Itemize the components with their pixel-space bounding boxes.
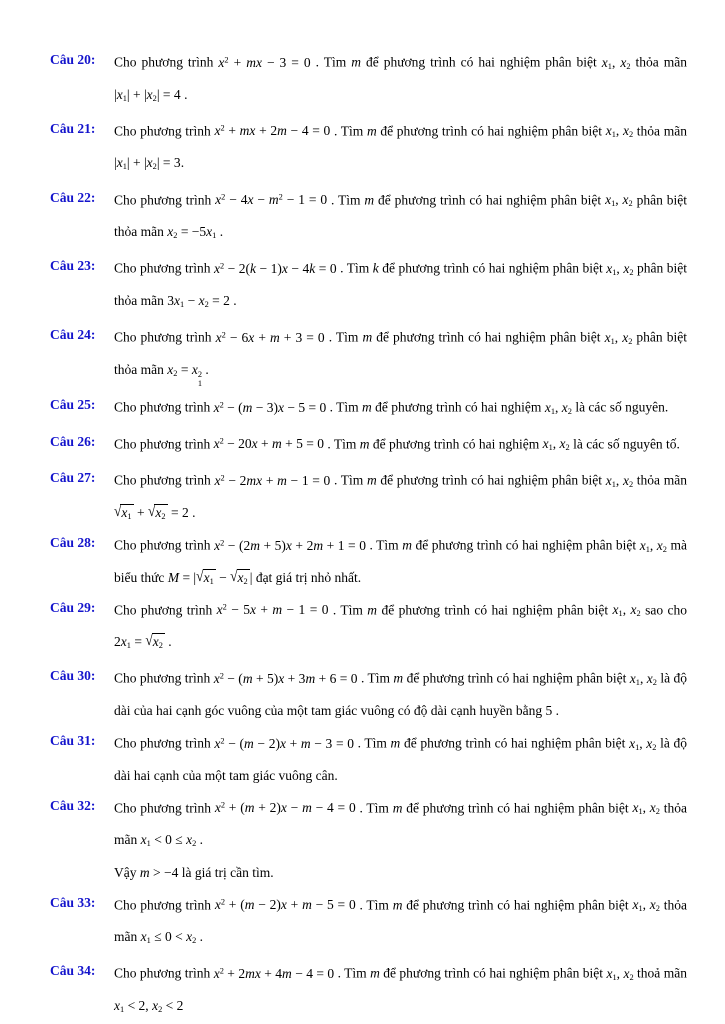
math-formula: x1, x2 [629,671,657,688]
question-row [50,662,687,725]
question-paragraph: Cho phương trình $x^2 - 6x + m + 3 = 0$ . Tìm m để phương trình có hai nghiệm phân biệt x1, x2 phân biệt thỏa mãn x2 = x 2 1 . [114,329,687,389]
sqrt-radical: √x2 [230,567,248,586]
question-paragraph: Cho phương trình $x^2 + (m - 2)x + m - 5 = 0$ . Tìm m để phương trình có hai nghiệm phân biệt x1, x2 thỏa mãn x1 ≤ 0 < x2 . [114,897,688,946]
question-label: Câu 30: [50,668,96,684]
math-formula: x1, x2 [544,399,572,416]
question-paragraph: Cho phương trình $x^2 - (m - 2)x + m - 3 = 0$ . Tìm m để phương trình có hai nghiệm phân biệt x1, x2 là độ dài hai cạnh của một tam giác vuông cân. [114,735,688,783]
question-row [50,321,687,389]
question-row [50,957,687,1024]
question-label: Câu 24: [50,327,96,342]
math-formula: x2 = x 2 1 [167,361,202,389]
question-label: Câu 20: [50,52,96,67]
math-formula: m [364,192,375,208]
math-formula: $x^2 + 2mx + 4m - 4 = 0$ [213,965,335,981]
question-row [50,184,687,251]
question-text [114,889,687,956]
question-text [114,184,687,251]
sqrt-radical: √x1 [114,502,132,522]
math-formula: m [392,897,403,913]
math-formula: x1, x2 [605,123,634,140]
math-formula: $x^2 - 5x + m - 1 = 0$ [216,602,329,618]
question-text [114,391,687,426]
question-label: Câu 23: [50,258,96,274]
question-text [114,529,687,592]
question-row [50,46,687,113]
question-paragraph: Cho phương trình $x^2 + 2mx + 4m - 4 = 0$ . Tìm m để phương trình có hai nghiệm phân biệt x1, x2 thoả mãn x1 < 2, x2 < 2 [114,965,687,1015]
math-formula: |x1| + |x2| = 4 [114,86,181,103]
sqrt-radical: √x2 [147,502,166,522]
math-formula: x1 < 2, x2 < 2 [114,997,184,1015]
question-text [114,792,687,887]
question-row [50,391,687,426]
question-paragraph: Cho phương trình $x^2 - 4x - m^2 - 1 = 0$ . Tìm m để phương trình có hai nghiệm phân biệt x1, x2 phân biệt thỏa mãn x2 = −5x1 . [114,192,687,241]
math-formula: $x^2 - 2mx + m - 1 = 0$ [214,472,331,488]
math-formula: m [362,329,373,345]
question-row [50,889,687,956]
math-formula: m [390,735,401,751]
math-formula: x1, x2 [629,735,657,752]
question-label: Câu 25: [50,397,96,412]
question-label: Câu 27: [50,470,96,486]
math-formula: m [367,602,378,618]
question-paragraph: Cho phương trình $x^2 - (2m + 5)x + 2m + 1 = 0$ . Tìm m để phương trình có hai nghiệm phân biệt x1, x2 mà biểu thức M = |√x1 − √x2 | đạt giá trị nhỏ nhất. [114,529,687,592]
math-formula: x1 ≤ 0 < x2 [140,929,197,946]
sqrt-radical: √x1 [196,567,214,586]
question-row [50,115,687,182]
math-formula: M = |√x1 − √x2 | [168,570,253,585]
question-label: Câu 28: [50,535,96,551]
math-formula: m [366,123,377,139]
math-formula: x1 < 0 ≤ x2 [140,832,197,849]
question-paragraph: Cho phương trình $x^2 - 2(k - 1)x - 4k = 0$ . Tìm k để phương trình có hai nghiệm phân biệt x1, x2 phân biệt thỏa mãn 3x1 − x2 = 2 . [114,260,687,309]
question-label: Câu 22: [50,189,96,205]
question-row [50,727,687,790]
question-paragraph: Cho phương trình $x^2 + (m + 2)x - m - 4 = 0$ . Tìm m để phương trình có hai nghiệm phân biệt x1, x2 thỏa mãn x1 < 0 ≤ x2 . [114,800,688,849]
math-formula: $x^2 - 2(k - 1)x - 4k = 0$ [213,260,337,276]
question-row [50,529,687,592]
math-formula: x1, x2 [612,602,641,619]
question-label: Câu 32: [50,797,96,813]
question-paragraph: Cho phương trình $x^2 - (m - 3)x - 5 = 0$ . Tìm m để phương trình có hai nghiệm x1, x2 là các số nguyên. [114,399,669,416]
math-formula: m [370,965,380,981]
question-label: Câu 29: [50,599,96,615]
math-formula: $x^2$ + mx − 3 = 0 [218,54,311,70]
math-formula: $x^2 + (m - 2)x + m - 5 = 0$ [214,897,356,913]
math-formula: x1, x2 [601,54,631,71]
math-formula: $x^2 - 6x + m + 3 = 0$ [215,329,325,345]
question-label: Câu 31: [50,733,96,749]
question-label: Câu 34: [50,963,96,979]
math-formula: 2x1 = √x2 [114,634,165,649]
question-paragraph: Cho phương trình $x^2 - 20x + m + 5 = 0$ . Tìm m để phương trình có hai nghiệm x1, x2 là các số nguyên tố. [114,436,680,453]
math-formula: x1, x2 [542,436,570,453]
sqrt-radical: √x2 [145,631,163,651]
math-formula: 3x1 − x2 = 2 [167,292,230,309]
math-formula: $x^2 - (m - 3)x - 5 = 0$ [213,399,327,415]
question-text [114,957,687,1024]
question-text [114,252,687,319]
question-label: Câu 33: [50,894,96,910]
math-formula: x2 = −5x1 [167,224,217,241]
math-formula: x1, x2 [632,800,660,817]
question-paragraph: Cho phương trình $x^2 - 2mx + m - 1 = 0$ . Tìm m để phương trình có hai nghiệm phân biệt x1, x2 thỏa mãn √x1 + √x2 = 2 . [114,464,687,527]
math-formula: m [359,436,370,452]
question-paragraph: Cho phương trình $x^2$ + mx − 3 = 0 . Tìm m để phương trình có hai nghiệm phân biệt x1, x2 thỏa mãn |x1| + |x2| = 4 . [114,54,687,103]
math-formula: x1, x2 [639,537,667,554]
math-formula: m [393,671,404,687]
question-text [114,321,687,389]
math-formula: $x^2 + (m + 2)x - m - 4 = 0$ [214,800,356,816]
question-row [50,594,687,661]
math-formula: k [372,260,379,276]
question-row [50,252,687,319]
math-formula: x1, x2 [606,965,634,982]
math-formula: x1, x2 [606,260,634,277]
math-formula: x1, x2 [605,192,633,209]
question-text [114,464,687,527]
question-paragraph: Cho phương trình $x^2$ + mx + 2m − 4 = 0 . Tìm m để phương trình có hai nghiệm phân biệt x1, x2 thỏa mãn |x1| + |x2| = 3. [114,123,687,172]
math-formula: |x1| + |x2| = 3 [114,155,181,172]
question-paragraph: Vậy m > −4 là giá trị cần tìm. [114,864,274,880]
question-label: Câu 21: [50,120,96,136]
math-formula: m [351,54,361,70]
question-row [50,428,687,463]
question-text [114,594,687,661]
math-formula: m [392,800,403,816]
math-formula: m [366,472,377,488]
math-formula: $x^2 - 4x - m^2 - 1 = 0$ [215,192,328,208]
math-formula: $x^2 - (2m + 5)x + 2m + 1 = 0$ [214,537,366,553]
math-formula: $x^2 - 20x + m + 5 = 0$ [213,436,325,452]
question-text [114,46,687,113]
question-paragraph: Cho phương trình $x^2 - 5x + m - 1 = 0$ . Tìm m để phương trình có hai nghiệm phân biệt x1, x2 sao cho 2x1 = √x2 . [114,594,687,661]
math-formula: $x^2$ + mx + 2m − 4 = 0 [214,123,331,139]
question-row [50,792,687,887]
math-formula: x1, x2 [604,329,633,346]
math-formula: m [402,537,412,553]
math-formula: m > −4 [139,864,179,880]
question-text [114,727,687,790]
question-paragraph: Cho phương trình $x^2 - (m + 5)x + 3m + 6 = 0$ . Tìm m để phương trình có hai nghiệm phân biệt x1, x2 là độ dài của hai cạnh góc vuông của một tam giác vuông có độ dài cạnh huyền bằng 5 . [114,671,687,719]
question-text [114,428,687,463]
math-formula: √x1 + √x2 = 2 [114,505,189,520]
math-formula: $x^2 - (m + 5)x + 3m + 6 = 0$ [213,671,358,687]
math-formula: x1, x2 [605,472,634,490]
question-text [114,115,687,182]
question-label: Câu 26: [50,433,96,449]
math-formula: x1, x2 [632,897,660,914]
math-formula: $x^2 - (m - 2)x + m - 3 = 0$ [214,735,354,751]
math-formula: m [362,399,372,415]
question-row [50,464,687,527]
question-list [50,46,687,1024]
question-text [114,662,687,725]
